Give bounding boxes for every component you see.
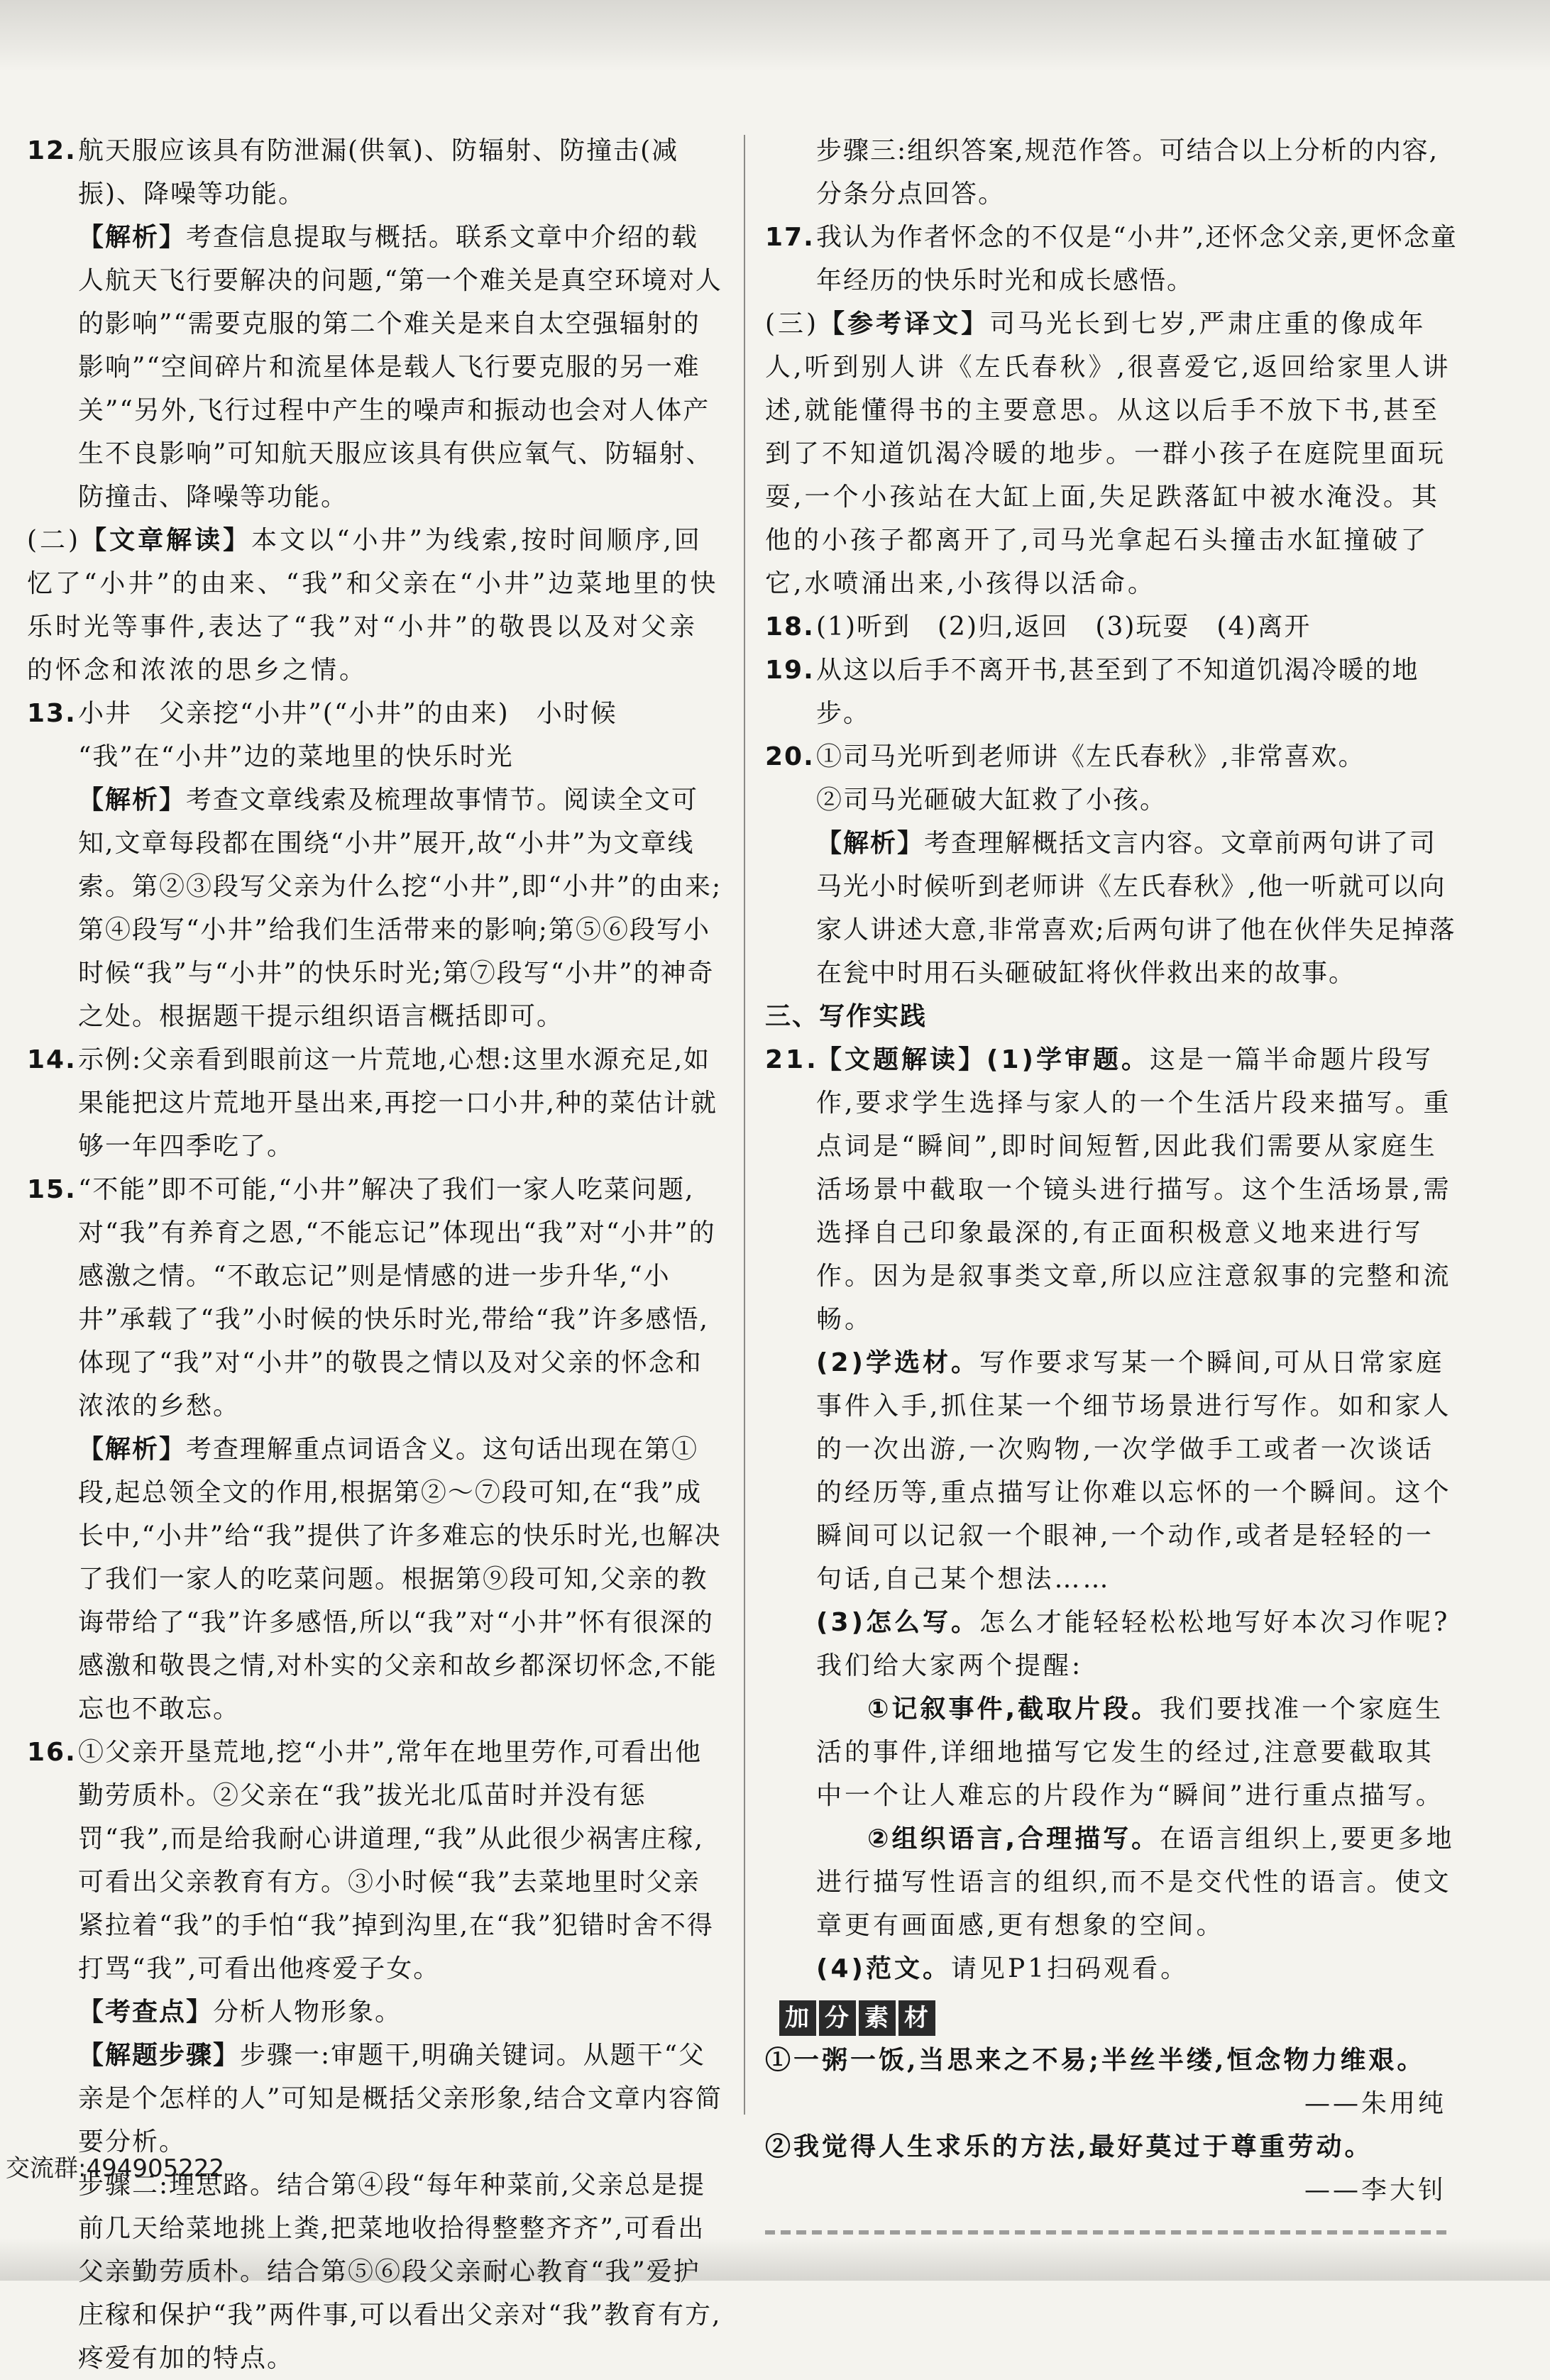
section-heading-writing: 三、写作实践 — [765, 1002, 928, 1031]
writing-p4 — [765, 1947, 1461, 1990]
steps-16 — [27, 2034, 722, 2164]
section-prefix: (二) — [27, 526, 82, 555]
question-number: 16. — [27, 1738, 77, 1767]
p3-head: (3)怎么写。 — [816, 1608, 979, 1637]
answer-17 — [765, 216, 1461, 302]
step-2: 步骤二:理思路。结合第④段“每年种菜前,父亲总是提前几天给菜地挑上粪,把菜地收拾得整整齐齐”,可看出父亲勤劳质朴。结合第⑤⑥段父亲耐心教育“我”爱护庄稼和保护“我”两件事,可以看出父亲对“我”教育有方,疼爱有加的特点。 — [78, 2171, 722, 2373]
bonus-material-title — [779, 2000, 1461, 2036]
topic-tag: 【文题解读】 — [816, 1045, 987, 1074]
section-tag: 【参考译文】 — [819, 309, 990, 338]
p1-head: (1)学审题。 — [986, 1045, 1150, 1074]
answer-text: (1)听到 (2)归,返回 (3)玩耍 (4)离开 — [816, 612, 1312, 641]
question-number: 20. — [765, 742, 815, 771]
answer-14 — [27, 1038, 722, 1168]
bonus-char: 素 — [859, 2000, 896, 2036]
question-number: 21. — [765, 1045, 819, 1074]
tip1-text: 我们要找准一个家庭生活的事件,详细地描写它发生的经过,注意要截取其中一个让人难忘的片段作为“瞬间”进行重点描写。 — [816, 1695, 1444, 1810]
answer-text: 我认为作者怀念的不仅是“小井”,还怀念父亲,更怀念童年经历的快乐时光和成长感悟。 — [816, 223, 1458, 295]
step-3: 步骤三:组织答案,规范作答。可结合以上分析的内容,分条分点回答。 — [816, 136, 1439, 209]
question-number: 17. — [765, 223, 815, 252]
p2-head: (2)学选材。 — [816, 1348, 979, 1377]
section-tag: 【文章解读】 — [81, 526, 252, 555]
answer-18 — [765, 605, 1461, 649]
section-prefix: (三) — [765, 309, 820, 338]
bonus-char: 材 — [898, 2000, 935, 2036]
analysis-tag: 【解析】 — [816, 829, 925, 858]
column-divider — [744, 135, 745, 2115]
answer-13-line2: “我”在“小井”边的菜地里的快乐时光 — [78, 742, 514, 771]
answer-text-1: ①司马光听到老师讲《左氏春秋》,非常喜欢。 — [816, 742, 1365, 771]
question-number: 13. — [27, 699, 77, 728]
answer-text-line1: 小井 父亲挖“小井”(“小井”的由来) 小时候 — [78, 699, 617, 728]
tip2-head: ②组织语言,合理描写。 — [867, 1824, 1160, 1853]
answer-text: 航天服应该具有防泄漏(供氧)、防辐射、防撞击(减振)、降噪等功能。 — [78, 136, 679, 209]
bonus-author-1: ——朱用纯 — [1304, 2089, 1446, 2118]
answer-21 — [765, 1038, 1461, 1341]
left-column — [27, 129, 722, 2380]
question-number: 12. — [27, 136, 77, 165]
steps-tag: 【解题步骤】 — [78, 2041, 241, 2070]
answer-12 — [27, 129, 722, 216]
analysis-tag: 【解析】 — [78, 1435, 187, 1464]
analysis-tag: 【解析】 — [78, 223, 187, 252]
analysis-text: 考查文章线索及梳理故事情节。阅读全文可知,文章每段都在围绕“小井”展开,故“小井”为文章线索。第②③段写父亲为什么挖“小井”,即“小井”的由来;第④段写“小井”给我们生活带来的影响;第⑤⑥段写小时候“我”与“小井”的快乐时光;第⑦段写“小井”的神奇之处。根据题干提示组织语言概括即可。 — [78, 786, 722, 1031]
right-column — [765, 129, 1461, 2235]
analysis-20 — [765, 822, 1461, 995]
question-number: 14. — [27, 1045, 77, 1074]
p2-text: 写作要求写某一个瞬间,可从日常家庭事件入手,抓住某一个细节场景进行写作。如和家人的一次出游,一次购物,一次学做手工或者一次谈话的经历等,重点描写让你难以忘怀的一个瞬间。这个瞬间可以记叙一个眼神,一个动作,或者是轻轻的一句话,自己某个想法…… — [816, 1348, 1452, 1594]
question-number: 19. — [765, 656, 815, 685]
section-2-reading — [27, 519, 722, 692]
writing-p3 — [765, 1601, 1461, 1687]
p4-head: (4)范文。 — [816, 1954, 951, 1983]
answer-13 — [27, 692, 722, 735]
analysis-text: 考查理解重点词语含义。这句话出现在第①段,起总领全文的作用,根据第②～⑦段可知,在“我”成长中,“小井”给“我”提供了许多难忘的快乐时光,也解决了我们一家人的吃菜问题。根据第⑨段可知,父亲的教诲带给了“我”许多感悟,所以“我”对“小井”怀有很深的感激和敬畏之情,对朴实的父亲和故乡都深切怀念,不能忘也不敢忘。 — [78, 1435, 722, 1724]
answer-text: 示例:父亲看到眼前这一片荒地,心想:这里水源充足,如果能把这片荒地开垦出来,再挖一口小井,种的菜估计就够一年四季吃了。 — [78, 1045, 718, 1161]
analysis-text: 考查理解概括文言内容。文章前两句讲了司马光小时候听到老师讲《左氏春秋》,他一听就可以向家人讲述大意,非常喜欢;后两句讲了他在伙伴失足掉落在瓮中时用石头砸破缸将伙伴救出来的故事。 — [816, 829, 1456, 988]
answer-text: 从这以后手不离开书,甚至到了不知道饥渴冷暖的地步。 — [816, 656, 1419, 728]
writing-tip1 — [765, 1687, 1461, 1817]
p3-text: 怎么才能轻轻松松地写好本次习作呢?我们给大家两个提醒: — [816, 1608, 1451, 1680]
answer-text: “不能”即不可能,“小井”解决了我们一家人吃菜问题,对“我”有养育之恩,“不能忘记”体现出“我”对“小井”的感激之情。“不敢忘记”则是情感的进一步升华,“小井”承载了“我”小时候的快乐时光,带给“我”许多感悟,体现了“我”对“小井”的敬畏之情以及对父亲的怀念和浓浓的乡愁。 — [78, 1175, 716, 1421]
section-text: 司马光长到七岁,严肃庄重的像成年人,听到别人讲《左氏春秋》,很喜爱它,返回给家里人讲述,就能懂得书的主要意思。从这以后手不放下书,甚至到了不知道饥渴冷暖的地步。一群小孩子在庭院里面玩耍,一个小孩站在大缸上面,失足跌落缸中被水淹没。其他的小孩子都离开了,司马光拿起石头撞击水缸撞破了它,水喷涌出来,小孩得以活命。 — [765, 309, 1451, 598]
point-tag: 【考查点】 — [78, 1998, 214, 2027]
answer-16 — [27, 1731, 722, 1990]
footer-group-info: 交流群:494905222 — [6, 2154, 225, 2183]
question-number: 18. — [765, 612, 815, 641]
p4-text: 请见P1扫码观看。 — [950, 1954, 1189, 1983]
question-number: 15. — [27, 1175, 77, 1204]
bonus-char: 分 — [819, 2000, 856, 2036]
analysis-text: 考查信息提取与概括。联系文章中介绍的载人航天飞行要解决的问题,“第一个难关是真空环境对人的影响”“需要克服的第二个难关是来自太空强辐射的影响”“空间碎片和流星体是载人飞行要克服的另一难关”“另外,飞行过程中产生的噪声和振动也会对人体产生不良影响”可知航天服应该具有供应氧气、防辐射、防撞击、降噪等功能。 — [78, 223, 722, 512]
section-3-translation — [765, 302, 1461, 605]
analysis-12 — [27, 216, 722, 519]
tip2-text: 在语言组织上,要更多地进行描写性语言的组织,而不是交代性的语言。使文章更有画面感,更有想象的空间。 — [816, 1824, 1455, 1940]
scan-top-edge — [0, 0, 1550, 71]
writing-p2 — [765, 1341, 1461, 1601]
p1-text: 这是一篇半命题片段写作,要求学生选择与家人的一个生活片段来描写。重点词是“瞬间”,即时间短暂,因此我们需要从家庭生活场景中截取一个镜头进行描写。这个生活场景,需选择自己印象最深的,有正面积极意义地来进行写作。因为是叙事类文章,所以应注意叙事的完整和流畅。 — [816, 1045, 1452, 1334]
analysis-13 — [27, 778, 722, 1038]
section-text: 本文以“小井”为线索,按时间顺序,回忆了“小井”的由来、“我”和父亲在“小井”边菜地里的快乐时光等事件,表达了“我”对“小井”的敬畏以及对父亲的怀念和浓浓的思乡之情。 — [27, 526, 719, 685]
answer-19 — [765, 649, 1461, 735]
writing-tip2 — [765, 1817, 1461, 1947]
answer-text: ①父亲开垦荒地,挖“小井”,常年在地里劳作,可看出他勤劳质朴。②父亲在“我”拔光北瓜苗时并没有惩罚“我”,而是给我耐心讲道理,“我”从此很少祸害庄稼,可看出父亲教育有方。③小时候“我”去菜地里时父亲紧拉着“我”的手怕“我”掉到沟里,在“我”犯错时舍不得打骂“我”,可看出他疼爱子女。 — [78, 1738, 714, 1983]
decorative-dash-line — [765, 2230, 1446, 2235]
analysis-15 — [27, 1428, 722, 1731]
bonus-author-2: ——李大钊 — [1304, 2176, 1446, 2205]
bonus-quote-2: ②我觉得人生求乐的方法,最好莫过于尊重劳动。 — [765, 2132, 1373, 2161]
answer-15 — [27, 1168, 722, 1428]
tip1-head: ①记叙事件,截取片段。 — [867, 1695, 1160, 1724]
step-1: 步骤一:审题干,明确关键词。从题干“父亲是个怎样的人”可知是概括父亲形象,结合文章内容简要分析。 — [78, 2041, 722, 2156]
answer-20-part2: ②司马光砸破大缸救了小孩。 — [816, 786, 1167, 815]
answer-20 — [765, 735, 1461, 778]
analysis-tag: 【解析】 — [78, 786, 187, 815]
point-text: 分析人物形象。 — [213, 1998, 402, 2027]
point-16 — [27, 1990, 722, 2034]
bonus-char: 加 — [779, 2000, 816, 2036]
bonus-quote-1: ①一粥一饭,当思来之不易;半丝半缕,恒念物力维艰。 — [765, 2045, 1426, 2075]
